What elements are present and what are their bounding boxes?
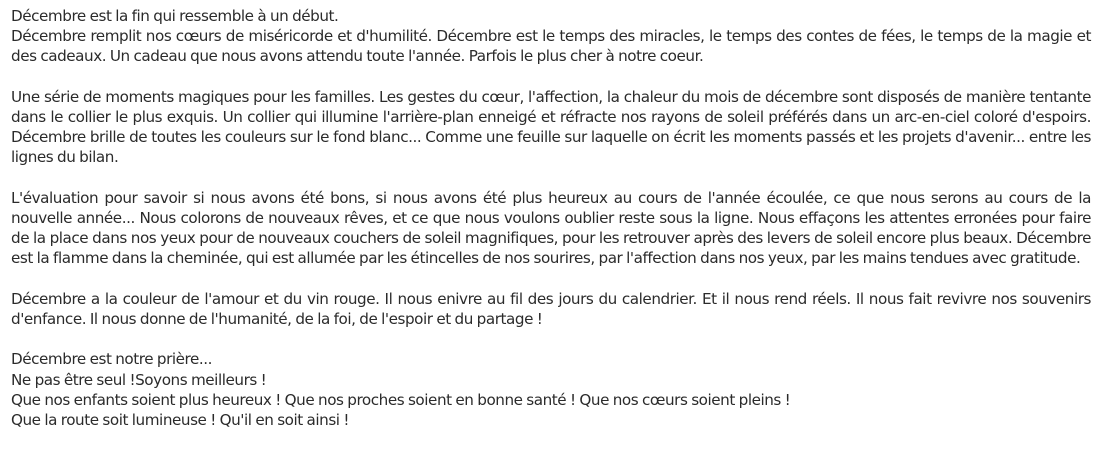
paragraph-color: [11, 289, 1091, 329]
text-line: Que nos enfants soient plus heureux ! Que nos proches soient en bonne santé ! Que nos cœurs soient pleins !: [11, 390, 791, 409]
text-line: L'évaluation pour savoir si nous avons été bons, si nous avons été plus heureux au cours de l'année écoulée, ce que nous serons au cours de la nouvelle année... Nous colorons de nouveaux rêves, et ce que nous voulons oublier reste sous la ligne. Nous effaçons les attentes erronées pour faire de la place dans nos yeux pour de nouveaux couchers de soleil magnifiques, pour les retrouver après des levers de soleil encore plus beaux. Décembre est la flamme dans la cheminée, qui est allumée par les étincelles de nos sourires, par l'affection dans nos yeux, par les mains tendues avec gratitude.: [11, 188, 1091, 268]
paragraph-intro: [11, 6, 1091, 67]
paragraph-moments: [11, 87, 1091, 168]
text-line: Ne pas être seul !Soyons meilleurs !: [11, 370, 267, 389]
paragraph-evaluation: [11, 188, 1091, 269]
text-line: Décembre remplit nos cœurs de miséricorde et d'humilité. Décembre est le temps des miracles, le temps des contes de fées, le temps de la magie et des cadeaux. Un cadeau que nous avons attendu toute l'année. Parfois le plus cher à notre coeur.: [11, 27, 1091, 66]
text-line: Décembre est la fin qui ressemble à un début.: [11, 7, 339, 25]
text-line: Décembre a la couleur de l'amour et du vin rouge. Il nous enivre au fil des jours du calendrier. Et il nous rend réels. Il nous fait revivre nos souvenirs d'enfance. Il nous donne de l'humanité, de la foi, de l'espoir et du partage !: [11, 289, 1091, 328]
paragraph-prayer: [11, 349, 1091, 430]
text-line: Que la route soit lumineuse ! Qu'il en soit ainsi !: [11, 411, 349, 429]
text-line: Une série de moments magiques pour les familles. Les gestes du cœur, l'affection, la chaleur du mois de décembre sont disposés de manière tentante dans le collier le plus exquis. Un collier qui illumine l'arrière-plan enneigé et réfracte nos rayons de soleil préférés dans un arc-en-ciel coloré d'espoirs. Décembre brille de toutes les couleurs sur le fond blanc... Comme une feuille sur laquelle on écrit les moments passés et les projets d'avenir... entre les lignes du bilan.: [11, 87, 1091, 167]
text-line: Décembre est notre prière...: [11, 350, 213, 369]
